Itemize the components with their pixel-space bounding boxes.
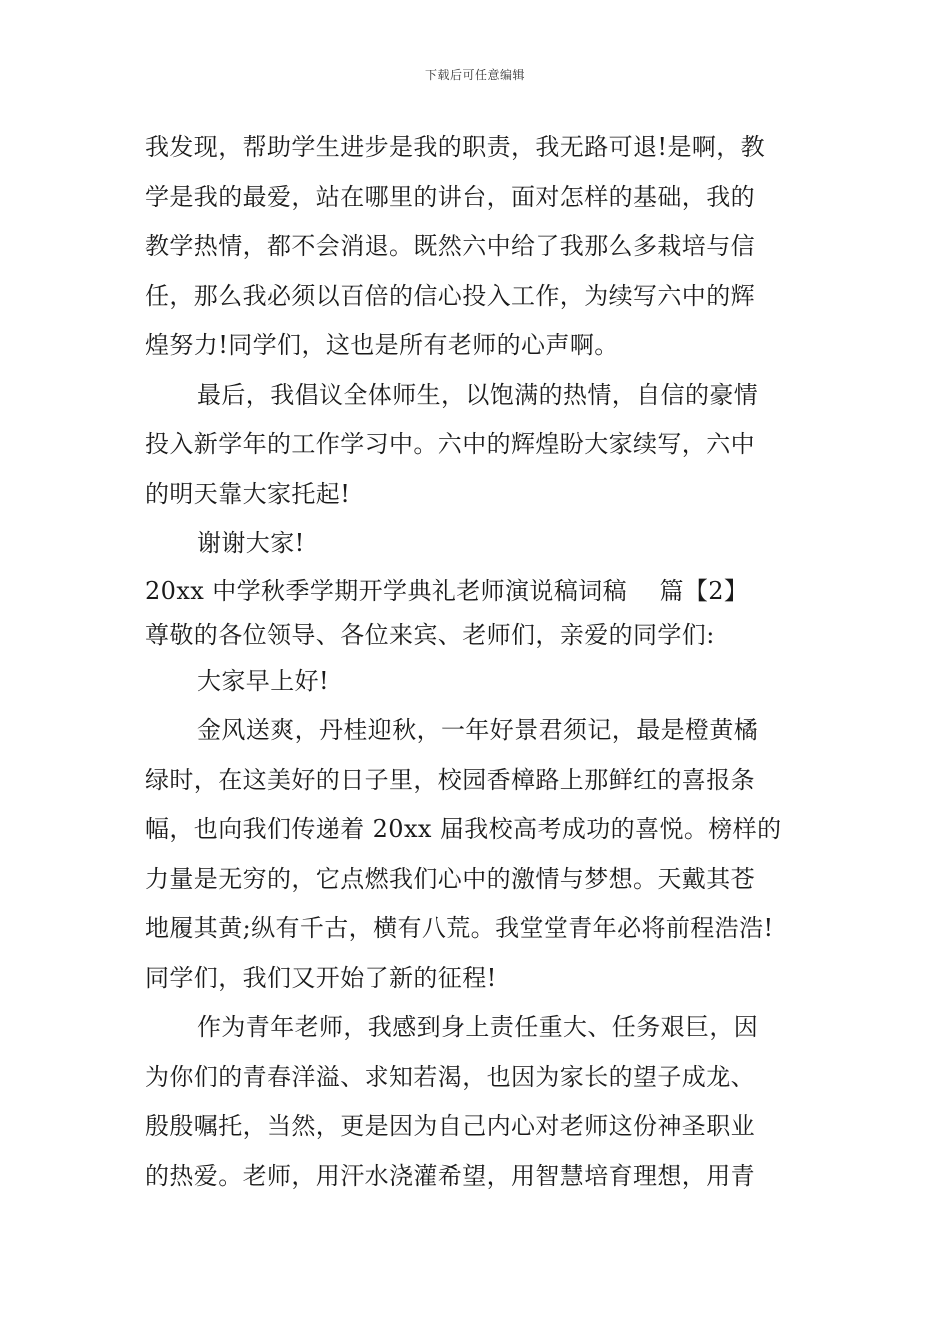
header-note: 下载后可任意编辑	[424, 68, 525, 82]
text-line: 为你们的青春洋溢、求知若渴，也因为家长的望子成龙、	[145, 1062, 755, 1091]
text-line: 力量是无穷的，它点燃我们心中的激情与梦想。天戴其苍	[145, 864, 755, 893]
text-line: 的明天靠大家托起!	[145, 479, 351, 508]
text-line: 地履其黄;纵有千古，横有八荒。我堂堂青年必将前程浩浩!	[145, 914, 774, 942]
text-line: 最后，我倡议全体师生，以饱满的热情，自信的豪情	[197, 380, 759, 409]
text-line: 殷殷嘱托，当然，更是因为自己内心对老师这份神圣职业	[145, 1112, 755, 1140]
text-line: 作为青年老师，我感到身上责任重大、任务艰巨，因	[197, 1013, 759, 1041]
text-line: 大家早上好!	[197, 666, 330, 695]
text-line: 我发现，帮助学生进步是我的职责，我无路可退!是啊，教	[145, 133, 766, 161]
text-line: 煌努力!同学们，这也是所有老师的心声啊。	[145, 331, 619, 359]
text-line: 绿时，在这美好的日子里，校园香樟路上那鲜红的喜报条	[145, 765, 755, 794]
text-line: 谢谢大家!	[197, 529, 305, 557]
text-line: 金风送爽，丹桂迎秋，一年好景君须记，最是橙黄橘	[197, 716, 759, 744]
text-line: 幅，也向我们传递着 20xx 届我校高考成功的喜悦。榜样的	[145, 815, 782, 843]
document-body	[145, 123, 825, 1201]
text-line: 的热爱。老师，用汗水浇灌希望，用智慧培育理想，用青	[145, 1161, 755, 1190]
salutation: 尊敬的各位领导、各位来宾、老师们，亲爱的同学们:	[145, 620, 715, 649]
text-line: 任，那么我必须以百倍的信心投入工作，为续写六中的辉	[145, 281, 755, 310]
text-line: 同学们，我们又开始了新的征程!	[145, 963, 497, 992]
text-line: 投入新学年的工作学习中。六中的辉煌盼大家续写，六中	[145, 430, 755, 458]
text-line: 学是我的最爱，站在哪里的讲台，面对怎样的基础，我的	[145, 182, 755, 211]
section-heading: 20xx 中学秋季学期开学典礼老师演说稿词稿 篇【2】	[145, 576, 749, 605]
text-line: 教学热情，都不会消退。既然六中给了我那么多栽培与信	[145, 232, 755, 260]
